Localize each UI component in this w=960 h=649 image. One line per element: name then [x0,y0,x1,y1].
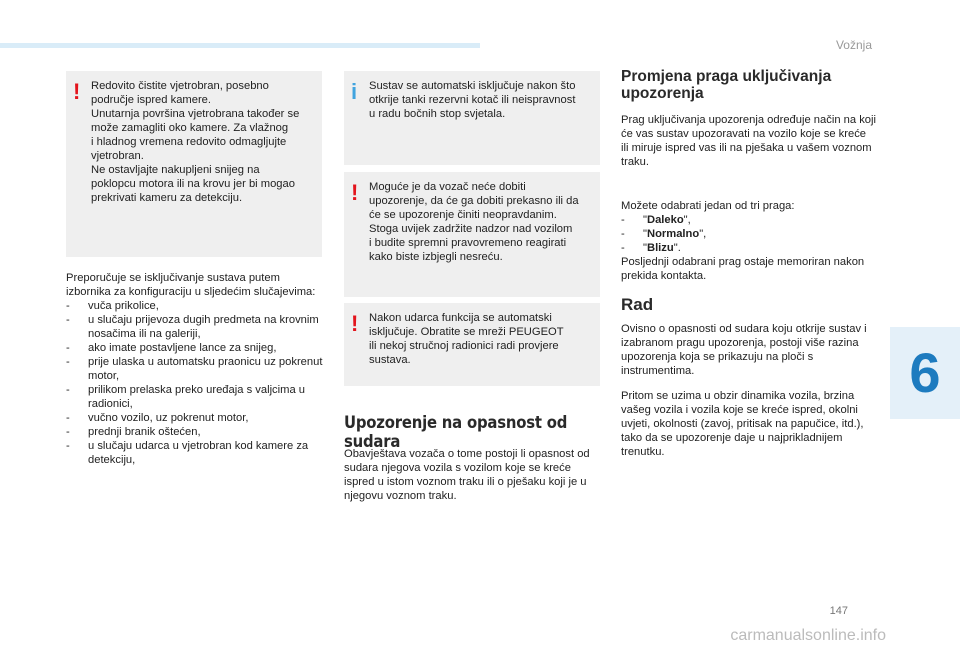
chapter-number: 6 [909,341,941,404]
threshold-heading: Promjena praga uključivanja upozorenja [621,68,832,102]
warning-text: Redovito čistite vjetrobran, posebno područje ispred kamere. Unutarnja površina vjetrobrana također se može zamagliti oko kamere. Za vlažnog i hladnog vremena redovito odmagljujte vjetrobran. Ne ostavljajte nakupljeni snijeg na poklopcu motora ili na krovu jer bi mogao prekrivati kameru za detekciju. [91,80,300,204]
operation-paragraph-2: Pritom se uzima u obzir dinamika vozila, brzina vašeg vozila i vozila koje se kreće ispred, okolni uvjeti, okolnosti (zavoj, pritisak na papučice, itd.), tako da se upozorenje daje u najprikladnijem trenutku. [621,390,864,458]
operation-heading: Rad [621,295,654,314]
list-item: - u slučaju prijevoza dugih predmeta na krovnim nosačima ili na galeriji, [66,313,324,341]
threshold-memory: Posljednji odabrani prag ostaje memoriran nakon prekida kontakta. [621,256,865,282]
page-number: 147 [829,605,848,617]
warning-box-late [344,172,600,297]
list-item: - u slučaju udarca u vjetrobran kod kamere za detekciju, [66,439,324,467]
threshold-list [621,213,876,255]
section-name: Vožnja [835,38,872,52]
threshold-item: - "Blizu". [621,241,876,255]
threshold-item: - "Normalno", [621,227,876,241]
info-text: Sustav se automatski isključuje nakon što otkrije tanki rezervni kotač ili neispravnost u radu bočnih stop svjetala. [369,80,576,120]
warning-box-camera [66,71,322,257]
list-item: - prednji branik oštećen, [66,425,324,439]
warning-text: Moguće je da vozač neće dobiti upozorenje, da će ga dobiti prekasno ili da će se upozorenje činiti neopravdanim. Stoga uvijek zadržite nadzor nad vozilom i budite spremni pravovremeno reagirati kako biste izbjegli nesreću. [369,181,579,263]
left-intro: Preporučuje se isključivanje sustava putem izbornika za konfiguraciju u sljedećim slučajevima: [66,272,316,298]
list-item: - vuča prikolice, [66,299,324,313]
list-item: - ako imate postavljene lance za snijeg, [66,341,324,355]
warning-icon: ! [351,180,359,205]
chapter-tab [890,327,960,419]
threshold-options [621,199,876,283]
deactivation-list [66,299,324,467]
warning-icon: ! [73,79,81,104]
warning-icon: ! [351,311,359,336]
threshold-paragraph: Prag uključivanja upozorenja određuje način na koji će vas sustav upozoravati na vozilo koje se kreće ili miruje ispred vas ili na pješaka u vašem voznom traku. [621,114,876,168]
left-text [66,271,324,467]
operation-paragraph-1: Ovisno o opasnosti od sudara koju otkrije sustav i izabranom pragu upozorenja, postoji više razina upozorenja koja se prikazuju na ploči s instrumentima. [621,323,867,377]
watermark: carmanualsonline.info [730,627,886,644]
collision-paragraph: Obavještava vozača o tome postoji li opasnost od sudara njegova vozila s vozilom koje se kreće ispred u istom voznom traku ili o pješaku koji je u njegovu voznom traku. [344,448,590,502]
threshold-intro: Možete odabrati jedan od tri praga: [621,200,795,212]
header-bar [0,43,480,48]
threshold-item: - "Daleko", [621,213,876,227]
list-item: - prilikom prelaska preko uređaja s valjcima u radionici, [66,383,324,411]
list-item: - prije ulaska u automatsku praonicu uz pokrenut motor, [66,355,324,383]
warning-text: Nakon udarca funkcija se automatski isključuje. Obratite se mreži PEUGEOT ili nekoj stručnoj radionici radi provjere sustava. [369,312,564,366]
info-icon: i [351,79,358,104]
warning-box-impact [344,303,600,386]
list-item: - vučno vozilo, uz pokrenut motor, [66,411,324,425]
collision-heading: Upozorenje na opasnost od sudara [344,413,568,451]
info-box [344,71,600,165]
